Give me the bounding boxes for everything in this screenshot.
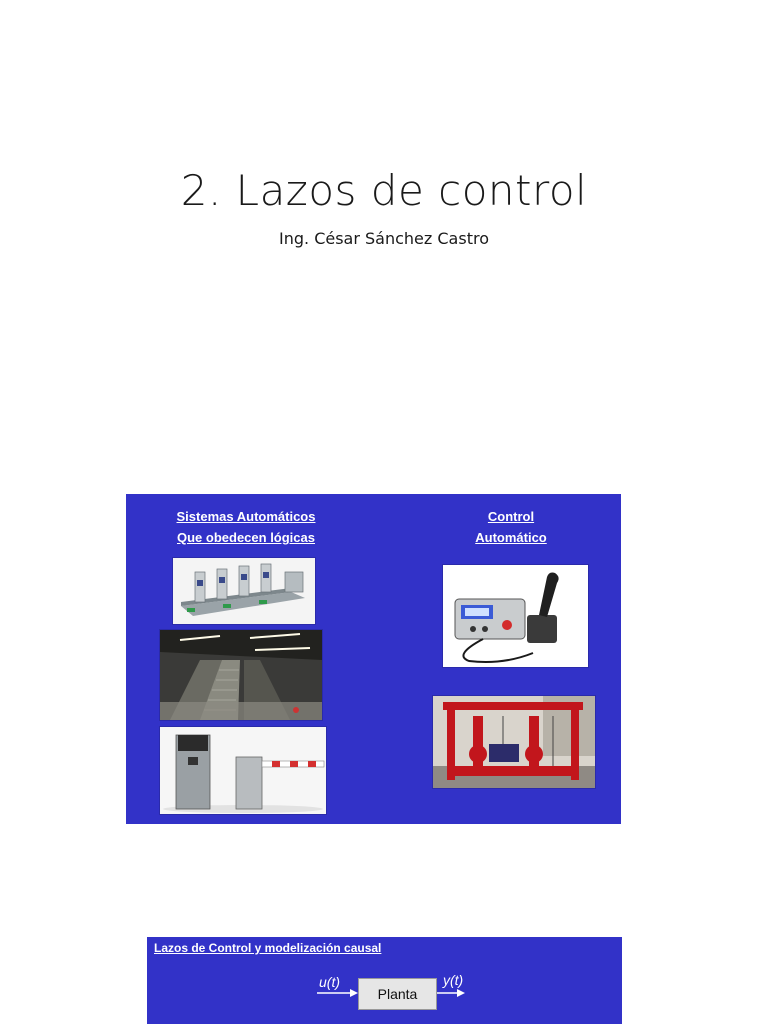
output-signal-label: y(t) <box>443 972 464 988</box>
input-signal-label: u(t) <box>319 974 340 990</box>
escalator-icon <box>160 630 322 720</box>
fire-pump-icon <box>433 696 595 788</box>
parking-barrier-icon <box>160 727 326 814</box>
soldering-station-icon <box>443 565 588 667</box>
plant-block: Planta <box>358 978 437 1010</box>
parking-barrier-photo <box>160 727 326 814</box>
slide-automatic-systems <box>126 494 621 824</box>
left-heading-line1: Sistemas Automáticos <box>176 509 316 524</box>
right-heading-line2: Automático <box>475 530 547 545</box>
slide2-title: Lazos de Control y modelización causal <box>154 941 382 955</box>
assembly-line-photo <box>173 558 315 624</box>
escalator-photo <box>160 630 322 720</box>
document-title: 2. Lazos de control <box>180 166 588 215</box>
soldering-station-photo <box>443 565 588 667</box>
fire-pump-photo <box>433 696 595 788</box>
assembly-line-icon <box>173 558 315 624</box>
slide-control-loops <box>147 937 622 1024</box>
left-heading-line2: Que obedecen lógicas <box>177 530 315 545</box>
left-column-heading <box>156 506 336 548</box>
right-column-heading <box>446 506 576 548</box>
right-heading-line1: Control <box>487 509 535 524</box>
author-name: Ing. César Sánchez Castro <box>279 229 489 248</box>
